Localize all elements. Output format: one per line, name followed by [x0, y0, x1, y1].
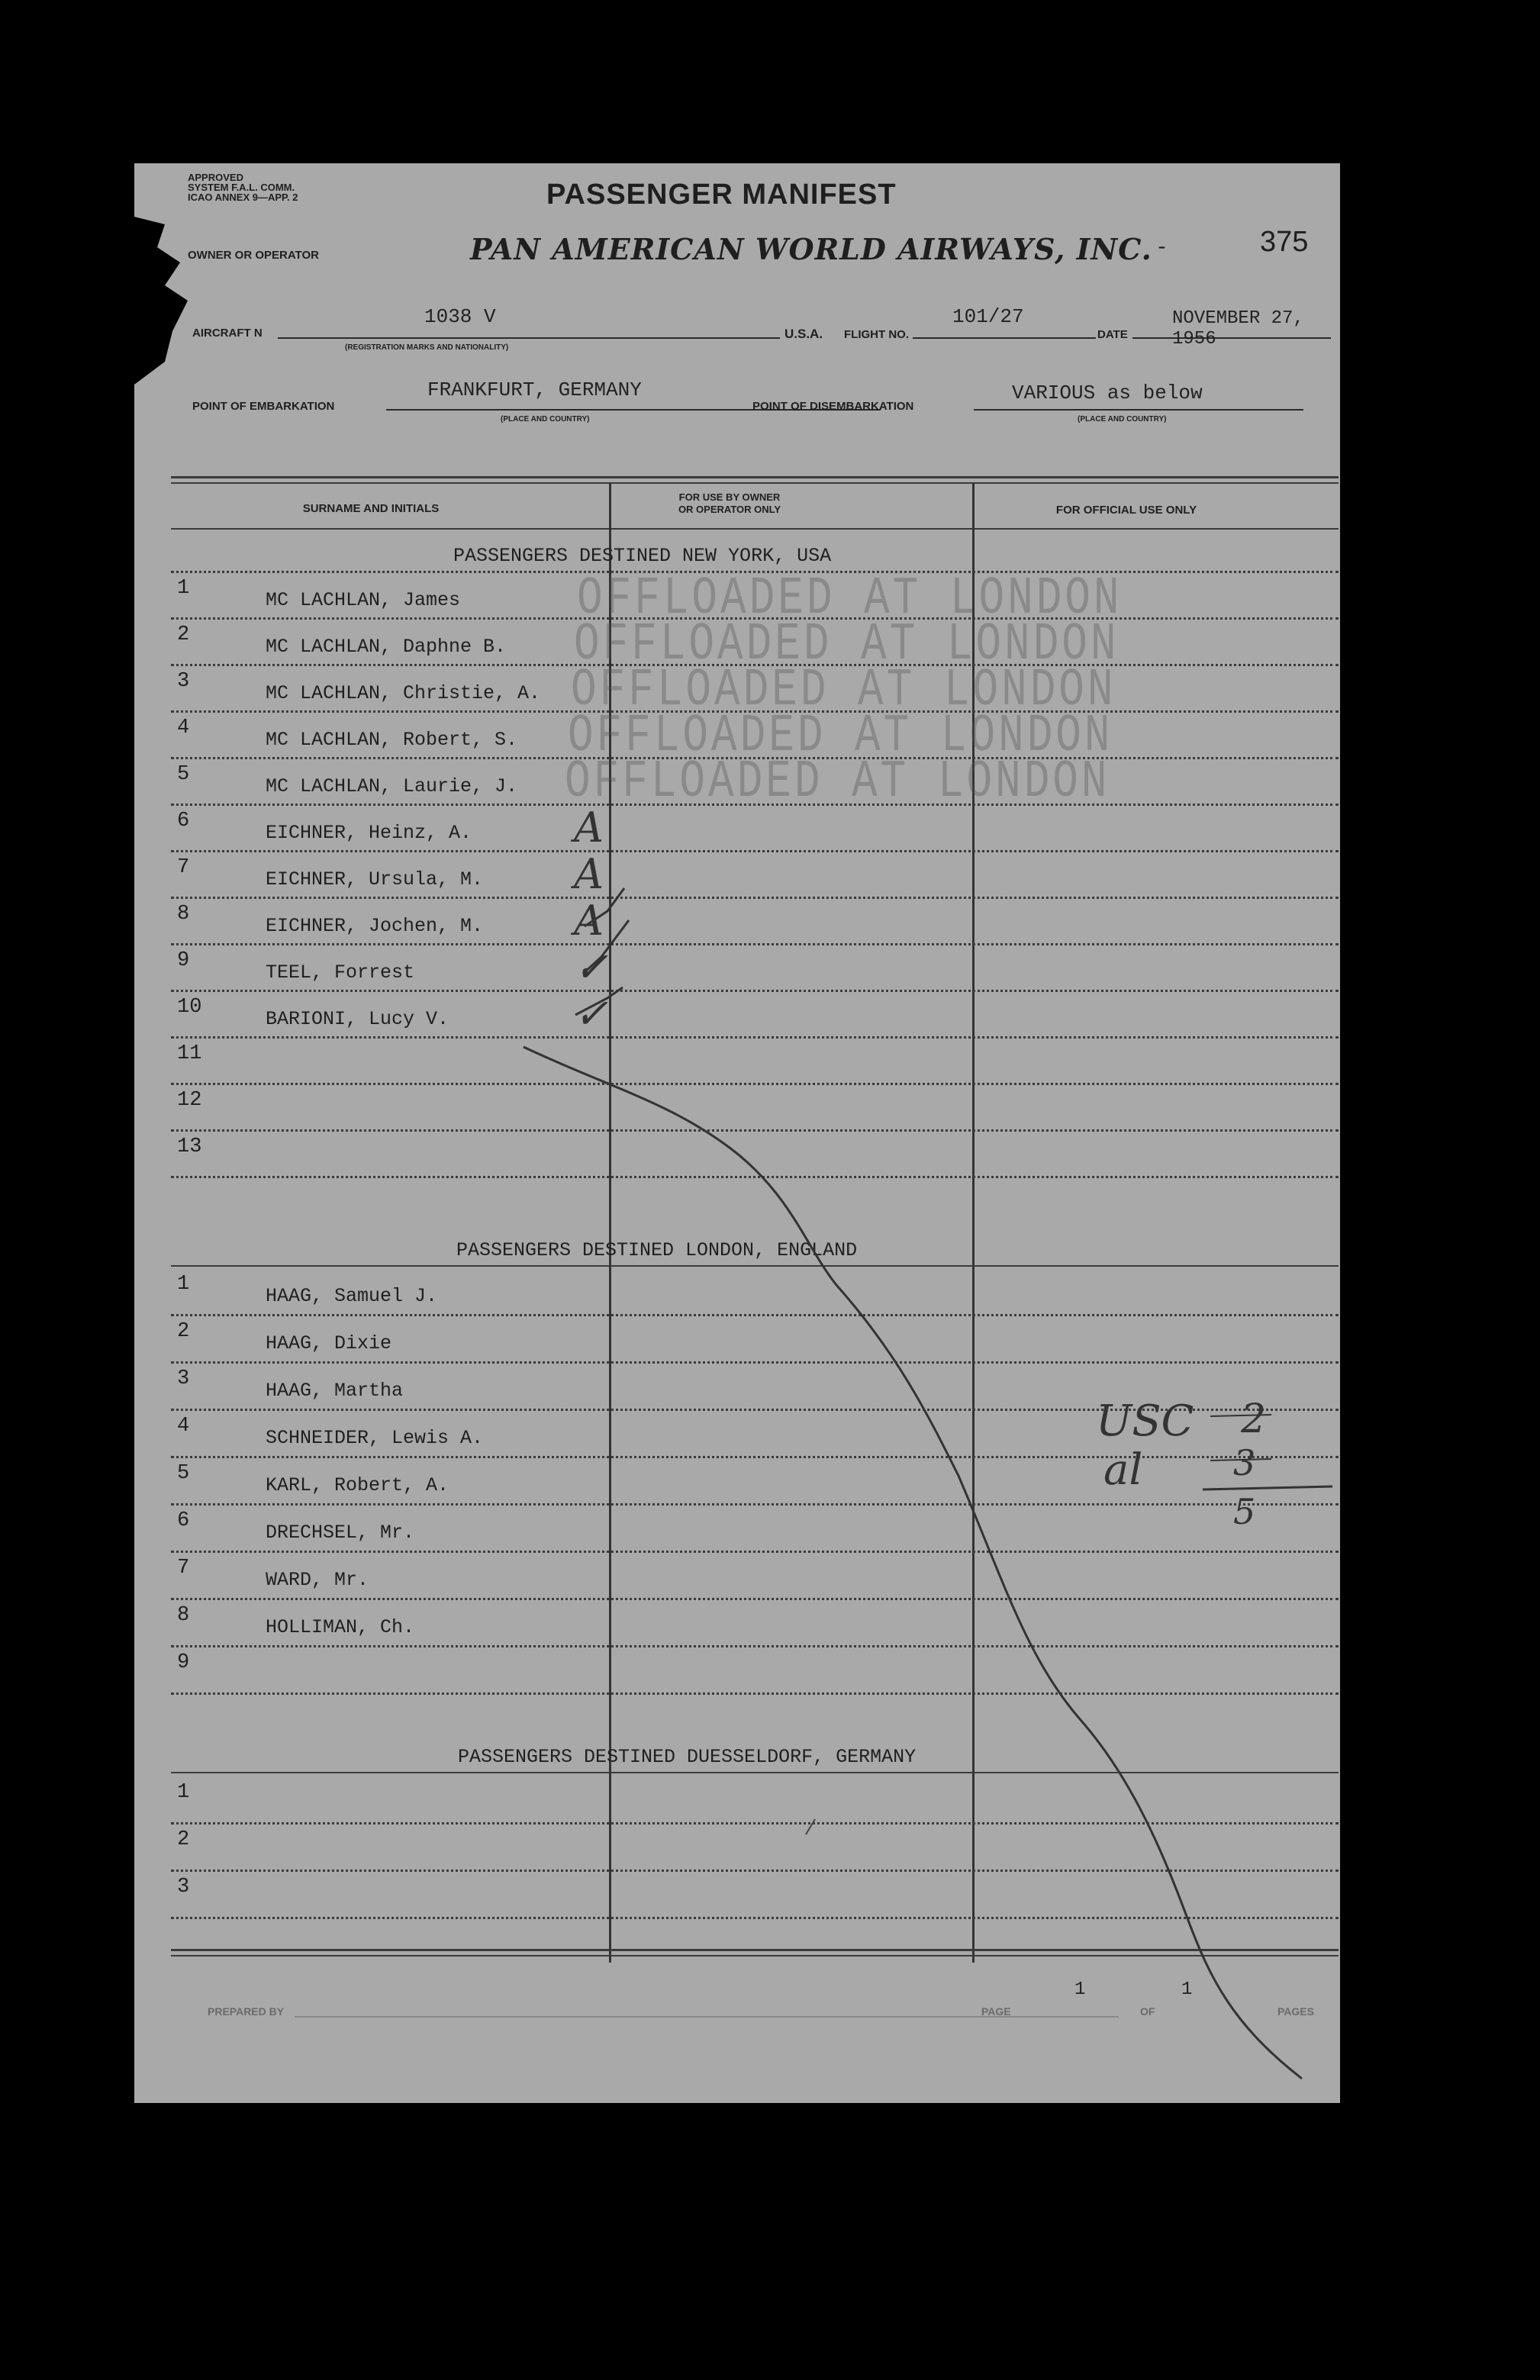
tally-usc-label: USC [1096, 1396, 1194, 1446]
tally-total: 5 [1233, 1491, 1256, 1532]
section-heading-new-york: PASSENGERS DESTINED NEW YORK, USA [453, 545, 832, 567]
offloaded-stamp: OFFLOADED AT LONDON [577, 568, 1123, 629]
checkmark [583, 920, 629, 974]
section-heading-duesseldorf: PASSENGERS DESTINED DUESSELDORF, GERMANY [458, 1746, 917, 1768]
handwritten-mark: A [574, 804, 604, 852]
passenger-name: WARD, Mr. [266, 1569, 369, 1591]
passenger-name: EICHNER, Ursula, M. [266, 868, 484, 890]
row-number: 9 [177, 1651, 190, 1674]
handwritten-mark: ✓ [574, 990, 609, 1038]
section-heading-london: PASSENGERS DESTINED LONDON, ENGLAND [456, 1239, 858, 1261]
handwritten-mark: ✓ [574, 943, 609, 991]
flight-number: 101/27 [952, 305, 1024, 328]
col-surname: SURNAME AND INITIALS [302, 502, 440, 515]
owner-label: OWNER OR OPERATOR [188, 249, 319, 262]
offloaded-stamp: OFFLOADED AT LONDON [568, 705, 1113, 766]
col-owner-use-1: FOR USE BY OWNER [678, 491, 781, 503]
passenger-name: MC LACHLAN, Daphne B. [266, 636, 507, 658]
flight-date: NOVEMBER 27, 1956 [1172, 308, 1304, 349]
page-total: 1 [1181, 1979, 1193, 2000]
approved-line: ICAO ANNEX 9—APP. 2 [188, 192, 298, 203]
row-number: 1 [177, 577, 190, 600]
nationality: U.S.A. [784, 327, 823, 341]
handwritten-mark: A [574, 897, 604, 945]
row-number: 1 [177, 1273, 190, 1296]
manifest-title: PASSENGER MANIFEST [546, 179, 897, 211]
passenger-name: KARL, Robert, A. [266, 1474, 449, 1496]
passenger-name: HAAG, Martha [266, 1380, 404, 1402]
row-number: 7 [177, 856, 190, 879]
passenger-name: SCHNEIDER, Lewis A. [266, 1427, 484, 1449]
row-number: 2 [177, 1828, 190, 1851]
row-number: 1 [177, 1781, 190, 1804]
dash-mark: - [1155, 237, 1168, 260]
row-number: 8 [177, 903, 190, 926]
tally-line [1210, 1415, 1271, 1416]
cancel-stroke [524, 1047, 1302, 2079]
passenger-name: MC LACHLAN, Laurie, J. [266, 775, 518, 797]
of-label: OF [1140, 2005, 1155, 2018]
checkmark [806, 1819, 815, 1834]
aircraft-label: AIRCRAFT N [192, 327, 263, 340]
row-number: 13 [177, 1135, 202, 1158]
flight-label: FLIGHT NO. [844, 328, 909, 341]
checkmark [575, 987, 623, 1015]
passenger-name: BARIONI, Lucy V. [266, 1008, 449, 1030]
tally-al-value: 3 [1233, 1442, 1256, 1483]
col-owner-use-2: OR OPERATOR ONLY [678, 504, 781, 515]
passenger-name: TEEL, Forrest [266, 961, 415, 984]
aircraft-registration: 1038 V [424, 305, 496, 328]
approved-line: SYSTEM F.A.L. COMM. [188, 182, 295, 193]
handwritten-marks [134, 163, 1340, 2103]
row-number: 12 [177, 1089, 202, 1112]
row-number: 4 [177, 1415, 190, 1438]
row-number: 3 [177, 1367, 190, 1390]
passenger-name: MC LACHLAN, James [266, 589, 461, 611]
offloaded-stamp: OFFLOADED AT LONDON [574, 614, 1120, 675]
offloaded-stamp: OFFLOADED AT LONDON [571, 659, 1116, 720]
offloaded-stamp: OFFLOADED AT LONDON [565, 751, 1110, 812]
passenger-name: EICHNER, Jochen, M. [266, 915, 484, 937]
row-number: 8 [177, 1604, 190, 1627]
row-number: 5 [177, 1462, 190, 1485]
handwritten-mark: A [574, 850, 604, 898]
embarkation-place: FRANKFURT, GERMANY [427, 378, 642, 401]
passenger-name: HAAG, Samuel J. [266, 1285, 438, 1307]
passenger-name: HAAG, Dixie [266, 1332, 392, 1354]
approved-line: APPROVED [188, 172, 243, 183]
row-number: 3 [177, 670, 190, 693]
checkmark [585, 888, 624, 926]
disembarkation-sublabel: (PLACE AND COUNTRY) [1078, 415, 1167, 424]
embarkation-label: POINT OF EMBARKATION [192, 400, 335, 413]
carrier-name: PAN AMERICAN WORLD AIRWAYS, INC. [470, 232, 1152, 266]
date-label: DATE [1097, 328, 1128, 341]
row-number: 9 [177, 949, 190, 972]
passenger-name: HOLLIMAN, Ch. [266, 1616, 415, 1638]
row-number: 3 [177, 1876, 190, 1899]
row-number: 2 [177, 623, 190, 646]
row-number: 11 [177, 1042, 202, 1065]
row-number: 6 [177, 1509, 190, 1532]
tally-al-label: al [1103, 1445, 1143, 1495]
aircraft-sublabel: (REGISTRATION MARKS AND NATIONALITY) [345, 343, 509, 352]
tally-line [1203, 1486, 1332, 1490]
row-number: 4 [177, 717, 190, 739]
row-number: 5 [177, 763, 190, 786]
disembarkation-place: VARIOUS as below [1012, 382, 1203, 404]
row-number: 2 [177, 1320, 190, 1343]
disembarkation-label: POINT OF DISEMBARKATION [752, 400, 914, 413]
row-number: 7 [177, 1557, 190, 1580]
page-label: PAGE [981, 2005, 1011, 2018]
passenger-name: MC LACHLAN, Christie, A. [266, 682, 541, 704]
manifest-page [134, 163, 1340, 2103]
col-official: FOR OFFICIAL USE ONLY [1055, 504, 1197, 517]
tally-usc-value: 2 [1241, 1396, 1267, 1442]
row-number: 6 [177, 810, 190, 833]
row-number: 10 [177, 996, 202, 1019]
tally-line [1210, 1459, 1271, 1461]
passenger-name: EICHNER, Heinz, A. [266, 822, 472, 844]
page-number: 1 [1074, 1979, 1086, 2000]
embarkation-sublabel: (PLACE AND COUNTRY) [501, 415, 590, 424]
passenger-name: DRECHSEL, Mr. [266, 1522, 415, 1544]
prepared-by-label: PREPARED BY [208, 2005, 285, 2018]
passenger-name: MC LACHLAN, Robert, S. [266, 729, 518, 751]
pages-label: PAGES [1277, 2005, 1314, 2018]
manifest-number: 375 [1260, 226, 1309, 258]
